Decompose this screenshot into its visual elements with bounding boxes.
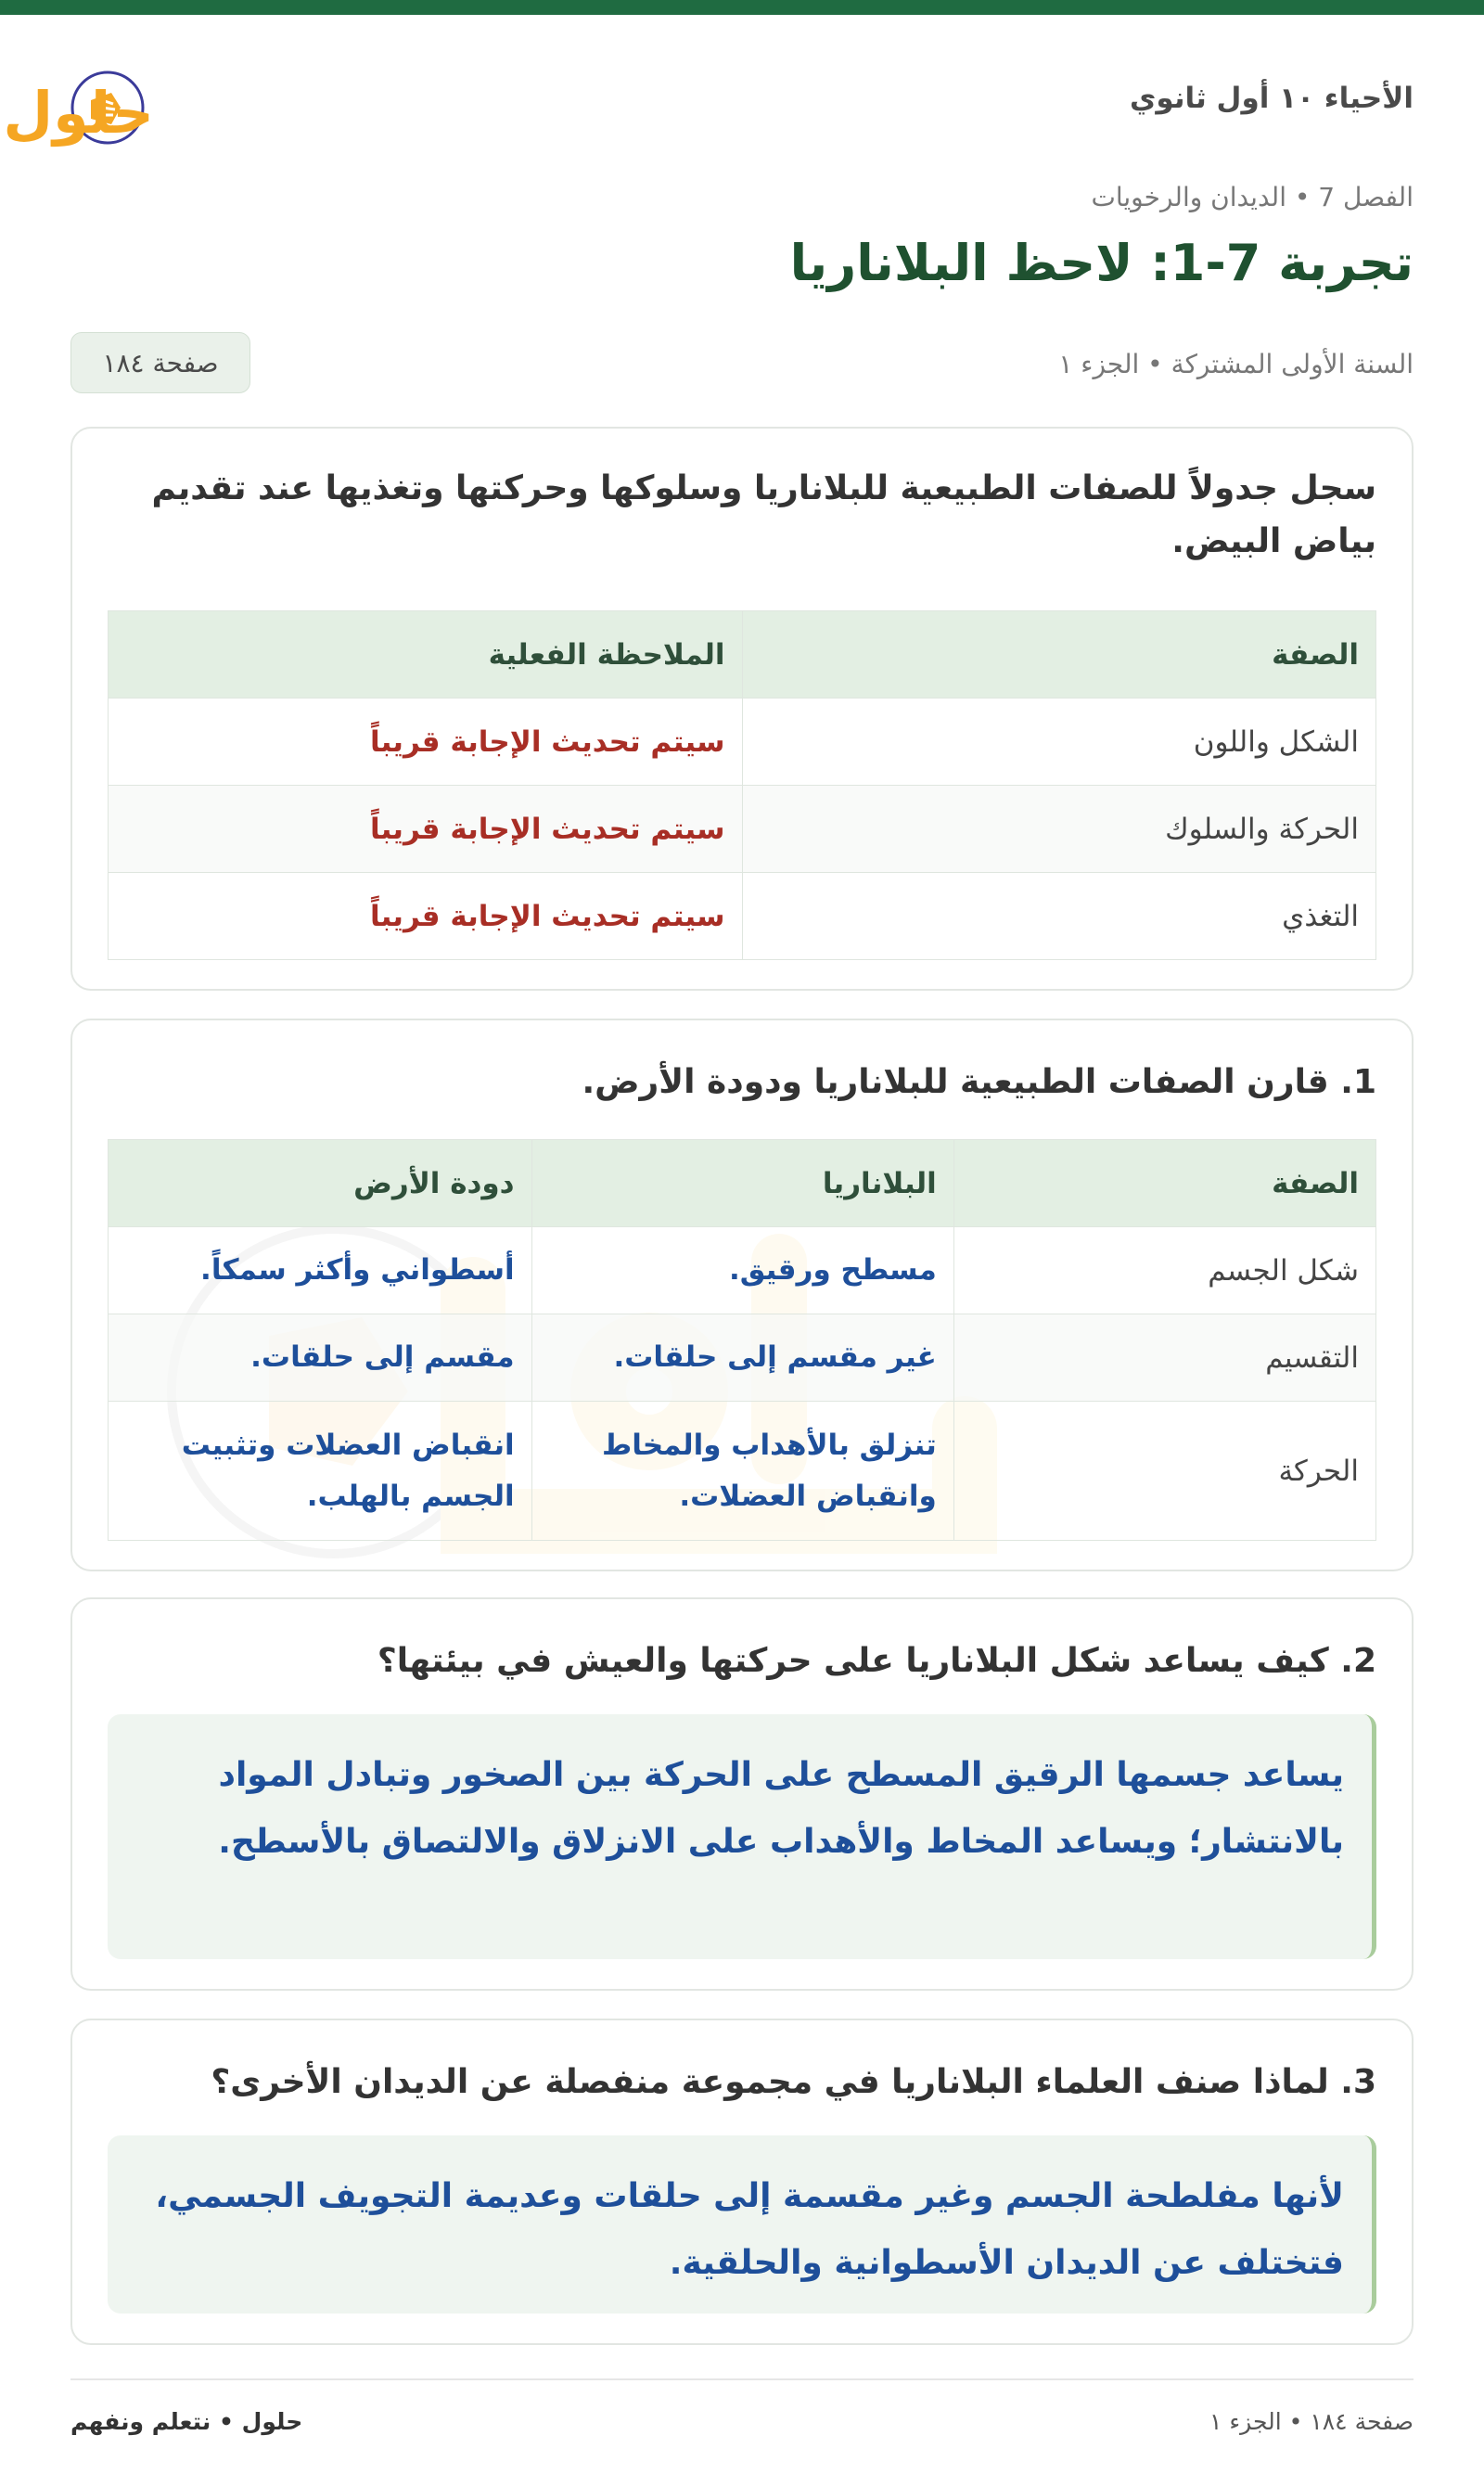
answer-cell: مسطح ورقيق. [531, 1227, 953, 1314]
answer-cell: انقباض العضلات وتثبيت الجسم بالهلب. [109, 1402, 532, 1541]
card-question-3 [70, 2019, 1414, 2345]
observation-table [108, 610, 1376, 960]
subject-label: الأحياء ١٠ أول ثانوي [1130, 82, 1414, 115]
table-row [109, 786, 1376, 873]
question-text: سجل جدولاً للصفات الطبيعية للبلاناريا وسلوكها وحركتها وتغذيها عند تقديم بياض البيض. [151, 469, 1376, 560]
question-text: 2. كيف يساعد شكل البلاناريا على حركتها والعيش في بيئتها؟ [377, 1642, 1376, 1680]
grade-meta: السنة الأولى المشتركة • الجزء ١ [1058, 349, 1414, 379]
footer-page-info: صفحة ١٨٤ • الجزء ١ [1209, 2408, 1414, 2435]
page-header [3, 72, 1414, 184]
table-header: الصفة [742, 611, 1376, 699]
table-cell: التقسيم [953, 1314, 1375, 1402]
comparison-table [108, 1139, 1376, 1541]
logo-text: حلول [3, 79, 154, 147]
table-row [109, 873, 1376, 960]
table-cell: الحركة والسلوك [742, 786, 1376, 873]
answer-cell: مقسم إلى حلقات. [109, 1314, 532, 1402]
question-text: 3. لماذا صنف العلماء البلاناريا في مجموعة منفصلة عن الديدان الأخرى؟ [211, 2063, 1376, 2101]
answer-cell: أسطواني وأكثر سمكاً. [109, 1227, 532, 1314]
table-cell: الشكل واللون [742, 699, 1376, 786]
pending-answer: سيتم تحديث الإجابة قريباً [109, 873, 743, 960]
pending-answer: سيتم تحديث الإجابة قريباً [109, 786, 743, 873]
answer-box: يساعد جسمها الرقيق المسطح على الحركة بين الصخور وتبادل المواد بالانتشار؛ ويساعد المخاط والأهداب على الانزلاق والالتصاق بالأسطح. [108, 1714, 1376, 1959]
table-cell: الحركة [953, 1402, 1375, 1541]
card-comparison [70, 1019, 1414, 1571]
logo-icon [3, 72, 312, 184]
table-cell: التغذي [742, 873, 1376, 960]
page-title: تجربة 7-1: لاحظ البلاناريا [789, 234, 1414, 292]
top-accent-bar [0, 0, 1484, 15]
table-header: دودة الأرض [109, 1140, 532, 1227]
footer-brand: حلول • نتعلم ونفهم [70, 2408, 303, 2435]
card-question-2 [70, 1597, 1414, 1991]
answer-cell: تنزلق بالأهداب والمخاط وانقباض العضلات. [531, 1402, 953, 1541]
table-row [109, 1314, 1376, 1402]
table-row [109, 699, 1376, 786]
table-header: الملاحظة الفعلية [109, 611, 743, 699]
table-row [109, 1402, 1376, 1541]
table-header: الصفة [953, 1140, 1375, 1227]
chapter-label: الفصل 7 • الديدان والرخويات [1091, 182, 1414, 212]
question-text: 1. قارن الصفات الطبيعية للبلاناريا ودودة الأرض. [582, 1063, 1376, 1101]
card-observation-table [70, 427, 1414, 991]
page-badge: صفحة ١٨٤ [70, 332, 250, 393]
pending-answer: سيتم تحديث الإجابة قريباً [109, 699, 743, 786]
table-header: البلاناريا [531, 1140, 953, 1227]
logo[interactable] [3, 72, 312, 184]
table-row [109, 1227, 1376, 1314]
answer-cell: غير مقسم إلى حلقات. [531, 1314, 953, 1402]
table-cell: شكل الجسم [953, 1227, 1375, 1314]
footer-divider [70, 2378, 1414, 2380]
answer-box: لأنها مفلطحة الجسم وغير مقسمة إلى حلقات وعديمة التجويف الجسمي، فتختلف عن الديدان الأسطوانية والحلقية. [108, 2135, 1376, 2314]
